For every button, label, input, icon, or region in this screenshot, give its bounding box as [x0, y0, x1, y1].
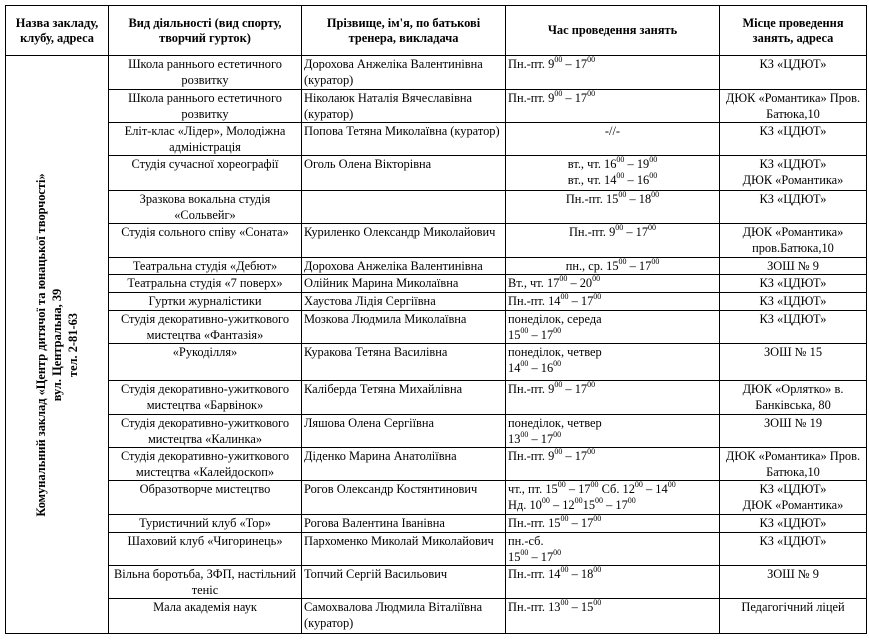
teacher-cell: Самохвалова Людмила Віталіївна (куратор) — [302, 599, 506, 634]
teacher-cell: Рогов Олександр Костянтинович — [302, 481, 506, 515]
activity-cell: Зразкова вокальна студія «Сольвейг» — [109, 191, 302, 224]
table-row — [6, 275, 867, 293]
activity-cell: Образотворче мистецтво — [109, 481, 302, 515]
place-cell: ЗОШ № 9 — [720, 258, 867, 275]
table-row — [6, 533, 867, 566]
table-row — [6, 224, 867, 258]
time-cell: пн.-сб. $15^{00} - 17^{00}$ — [506, 533, 720, 566]
teacher-cell: Попова Тетяна Миколаївна (куратор) — [302, 123, 506, 156]
header-place: Місце проведення занять, адреса — [720, 6, 867, 56]
teacher-cell: Рогова Валентина Іванівна — [302, 515, 506, 533]
header-activity: Вид діяльності (вид спорту, творчий гурток) — [109, 6, 302, 56]
institution-line1: Комунальний заклад «Центр дитячої та юнацької творчості» — [34, 172, 48, 517]
activity-cell: Студія сучасної хореографії — [109, 156, 302, 191]
teacher-cell: Хаустова Лідія Сергіївна — [302, 293, 506, 311]
time-cell: Пн.-пт. $9^{00} - 17^{00}$ — [506, 224, 720, 258]
header-row — [6, 6, 867, 56]
activity-cell: Еліт-клас «Лідер», Молодіжна адміністрація — [109, 123, 302, 156]
time-cell: Пн.-пт. $15^{00} - 18^{00}$ — [506, 191, 720, 224]
time-cell: вт., чт. $16^{00} - 19^{00}$ вт., чт. $14^{00} - 16^{00}$ — [506, 156, 720, 191]
activity-cell: Школа раннього естетичного розвитку — [109, 56, 302, 90]
schedule-table — [5, 5, 867, 634]
time-cell: чт., пт. $15^{00} - 17^{00}$ Сб. $12^{00} - 14^{00}$ Нд. $10^{00} - 12^{00}15^{00} - 17^{00}$ — [506, 481, 720, 515]
institution-line3: тел. 2-81-63 — [66, 312, 80, 377]
table-row — [6, 90, 867, 123]
time-cell: Пн.-пт. $14^{00} - 17^{00}$ — [506, 293, 720, 311]
table-body — [6, 56, 867, 634]
time-cell: Пн.-пт. $15^{00} - 17^{00}$ — [506, 515, 720, 533]
activity-cell: Студія декоративно-ужиткового мистецтва «Барвінок» — [109, 381, 302, 415]
place-cell: КЗ «ЦДЮТ» — [720, 275, 867, 293]
activity-cell: Гуртки журналістики — [109, 293, 302, 311]
time-cell: -//- — [506, 123, 720, 156]
teacher-cell: Ляшова Олена Сергіївна — [302, 415, 506, 448]
place-cell: КЗ «ЦДЮТ» — [720, 533, 867, 566]
teacher-cell: Олійник Марина Миколаївна — [302, 275, 506, 293]
institution-line2: вул. Центральна, 39 — [50, 288, 64, 401]
activity-cell: Школа раннього естетичного розвитку — [109, 90, 302, 123]
place-cell: ДЮК «Романтика» Пров. Батюка,10 — [720, 448, 867, 481]
teacher-cell: Мозкова Людмила Миколаївна — [302, 311, 506, 344]
table-row — [6, 293, 867, 311]
table-row — [6, 311, 867, 344]
time-cell: понеділок, середа $15^{00} - 17^{00}$ — [506, 311, 720, 344]
time-cell: пн., ср. $15^{00} - 17^{00}$ — [506, 258, 720, 275]
table-row — [6, 56, 867, 90]
teacher-cell: Оголь Олена Вікторівна — [302, 156, 506, 191]
activity-cell: Студія декоративно-ужиткового мистецтва «Калинка» — [109, 415, 302, 448]
teacher-cell: Куракова Тетяна Василівна — [302, 344, 506, 381]
time-cell: Пн.-пт. $9^{00} - 17^{00}$ — [506, 381, 720, 415]
activity-cell: Театральна студія «7 поверх» — [109, 275, 302, 293]
teacher-cell: Ніколаюк Наталія Вячеславівна (куратор) — [302, 90, 506, 123]
table-row — [6, 415, 867, 448]
place-cell: КЗ «ЦДЮТ» — [720, 515, 867, 533]
activity-cell: Студія сольного співу «Соната» — [109, 224, 302, 258]
teacher-cell: Топчий Сергій Васильович — [302, 566, 506, 599]
table-row — [6, 123, 867, 156]
place-cell: КЗ «ЦДЮТ» — [720, 123, 867, 156]
time-cell: Пн.-пт. $9^{00} - 17^{00}$ — [506, 90, 720, 123]
place-cell: Педагогічний ліцей — [720, 599, 867, 634]
place-cell: КЗ «ЦДЮТ» — [720, 56, 867, 90]
place-cell: ДЮК «Романтика» пров.Батюка,10 — [720, 224, 867, 258]
table-row — [6, 191, 867, 224]
time-cell: Пн.-пт. $9^{00} - 17^{00}$ — [506, 448, 720, 481]
header-time: Час проведення занять — [506, 6, 720, 56]
activity-cell: Мала академія наук — [109, 599, 302, 634]
table-row — [6, 599, 867, 634]
activity-cell: Вільна боротьба, ЗФП, настільний теніс — [109, 566, 302, 599]
institution-cell — [6, 56, 109, 634]
header-institution: Назва закладу, клубу, адреса — [6, 6, 109, 56]
activity-cell: Студія декоративно-ужиткового мистецтва «Фантазія» — [109, 311, 302, 344]
place-cell: КЗ «ЦДЮТ» — [720, 293, 867, 311]
time-cell: Вт., чт. $17^{00} - 20^{00}$ — [506, 275, 720, 293]
time-cell: Пн.-пт. $13^{00} - 15^{00}$ — [506, 599, 720, 634]
teacher-cell: Каліберда Тетяна Михайлівна — [302, 381, 506, 415]
teacher-cell: Куриленко Олександр Миколайович — [302, 224, 506, 258]
table-row — [6, 344, 867, 381]
table-row — [6, 566, 867, 599]
time-cell: понеділок, четвер $13^{00} - 17^{00}$ — [506, 415, 720, 448]
table-row — [6, 258, 867, 275]
activity-cell: «Рукоділля» — [109, 344, 302, 381]
activity-cell: Шаховий клуб «Чигоринець» — [109, 533, 302, 566]
time-cell: понеділок, четвер $14^{00} - 16^{00}$ — [506, 344, 720, 381]
place-cell: КЗ «ЦДЮТ» ДЮК «Романтика» — [720, 481, 867, 515]
table-row — [6, 448, 867, 481]
header-teacher: Прізвище, ім'я, по батькові тренера, викладача — [302, 6, 506, 56]
place-cell: ДЮК «Романтика» Пров. Батюка,10 — [720, 90, 867, 123]
place-cell: ДЮК «Орлятко» в. Банківська, 80 — [720, 381, 867, 415]
table-row — [6, 381, 867, 415]
teacher-cell: Пархоменко Миколай Миколайович — [302, 533, 506, 566]
teacher-cell: Дорохова Анжеліка Валентинівна — [302, 258, 506, 275]
place-cell: ЗОШ № 15 — [720, 344, 867, 381]
time-cell: Пн.-пт. $14^{00} - 18^{00}$ — [506, 566, 720, 599]
place-cell: ЗОШ № 19 — [720, 415, 867, 448]
teacher-cell: Дорохова Анжеліка Валентинівна (куратор) — [302, 56, 506, 90]
table-row — [6, 481, 867, 515]
place-cell: КЗ «ЦДЮТ» — [720, 311, 867, 344]
activity-cell: Туристичний клуб «Тор» — [109, 515, 302, 533]
table-row — [6, 515, 867, 533]
place-cell: ЗОШ № 9 — [720, 566, 867, 599]
place-cell: КЗ «ЦДЮТ» ДЮК «Романтика» — [720, 156, 867, 191]
time-cell: Пн.-пт. $9^{00} - 17^{00}$ — [506, 56, 720, 90]
institution-name — [33, 173, 81, 516]
place-cell: КЗ «ЦДЮТ» — [720, 191, 867, 224]
teacher-cell: Діденко Марина Анатоліївна — [302, 448, 506, 481]
table-row — [6, 156, 867, 191]
activity-cell: Студія декоративно-ужиткового мистецтва «Калейдоскоп» — [109, 448, 302, 481]
activity-cell: Театральна студія «Дебют» — [109, 258, 302, 275]
teacher-cell — [302, 191, 506, 224]
